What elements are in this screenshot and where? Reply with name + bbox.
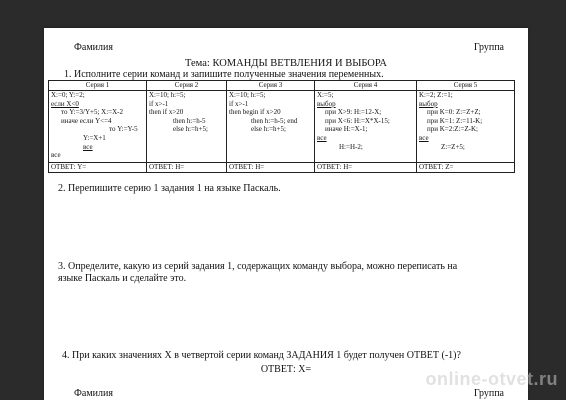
code-line: если X<0 xyxy=(51,99,79,108)
series-3-code xyxy=(227,91,315,163)
series-1-answer[interactable]: ОТВЕТ: Y= xyxy=(49,163,147,173)
code-line: else h:=h+5; xyxy=(173,125,208,134)
code-line: X:=10; h:=5; xyxy=(229,91,266,99)
task-4-answer[interactable]: ОТВЕТ: X= xyxy=(260,364,312,375)
code-line: Z:=Z+5; xyxy=(441,142,465,151)
code-line: if x>-1 xyxy=(229,99,249,108)
group-label: Группа xyxy=(473,42,504,53)
series-3-answer[interactable]: ОТВЕТ: H= xyxy=(227,163,315,173)
code-line: then h:=h-5 xyxy=(173,116,206,125)
code-line: иначе H:=X-1; xyxy=(325,125,368,134)
code-line: X:=10; h:=5; xyxy=(149,91,186,99)
code-line: K:=2; Z:=1; xyxy=(419,91,453,99)
code-line: Y:=X+1 xyxy=(83,133,106,142)
code-line: выбор xyxy=(317,99,336,108)
code-line: H:=H-2; xyxy=(339,142,363,151)
column-header: Серия 2 xyxy=(147,81,227,91)
task-3-text-line2: языке Паскаль и сделайте это. xyxy=(58,273,187,284)
code-line: if x>-1 xyxy=(149,99,169,108)
code-line: X:=0; Y:=2; xyxy=(51,91,85,99)
column-header: Серия 5 xyxy=(417,81,515,91)
series-4-answer[interactable]: ОТВЕТ: H= xyxy=(315,163,417,173)
group-label-next-page: Группа xyxy=(473,388,504,399)
column-header: Серия 1 xyxy=(49,81,147,91)
code-line: при K=2:Z:=Z-K; xyxy=(427,125,478,134)
surname-label-next-page: Фамилия xyxy=(74,388,113,399)
code-line: иначе если Y<=4 xyxy=(61,116,112,125)
column-header: Серия 4 xyxy=(315,81,417,91)
worksheet-page xyxy=(44,28,528,400)
code-line: выбор xyxy=(419,99,438,108)
series-5-code xyxy=(417,91,515,163)
series-table xyxy=(48,80,515,173)
surname-label: Фамилия xyxy=(74,42,113,53)
code-line: при X<6: H:=X*X-15; xyxy=(325,116,390,125)
code-line: при K=1: Z:=11-K; xyxy=(427,116,483,125)
worksheet-title: Тема: КОМАНДЫ ВЕТВЛЕНИЯ И ВЫБОРА xyxy=(185,58,387,69)
task-2-text: 2. Перепишите серию 1 задания 1 на языке Паскаль. xyxy=(58,183,281,194)
code-line: все xyxy=(419,133,429,142)
code-line: else h:=h+5; xyxy=(251,125,286,134)
series-2-answer[interactable]: ОТВЕТ: H= xyxy=(147,163,227,173)
code-line: то Y:=Y-5 xyxy=(109,125,138,134)
series-2-code xyxy=(147,91,227,163)
code-line: при K=0: Z:=Z+Z; xyxy=(427,108,481,117)
series-5-answer[interactable]: ОТВЕТ: Z= xyxy=(417,163,515,173)
site-watermark: online-otvet.ru xyxy=(425,369,558,389)
code-line: при X>9: H:=12-X; xyxy=(325,108,382,117)
column-header: Серия 3 xyxy=(227,81,315,91)
code-line: then begin if x>20 xyxy=(229,108,281,117)
task-3-text-line1: 3. Определите, какую из серий задания 1, содержащих команду выбора, можно переписать на xyxy=(58,261,458,272)
code-line: все xyxy=(51,151,61,160)
series-4-code xyxy=(315,91,417,163)
code-line: then if x>20 xyxy=(149,108,184,117)
code-line: то Y:=3/Y+5; X:=X-2 xyxy=(61,108,123,117)
task-1-text: 1. Исполните серии команд и запишите полученные значения переменных. xyxy=(64,69,384,80)
code-line: все xyxy=(317,133,327,142)
series-1-code xyxy=(49,91,147,163)
code-line: все xyxy=(83,142,93,151)
task-4-text: 4. При каких значениях X в четвертой серии команд ЗАДАНИЯ 1 будет получен ОТВЕТ (-1)? xyxy=(62,350,461,361)
code-line: X:=5; xyxy=(317,91,334,99)
code-line: then h:=h-5; end xyxy=(251,116,298,125)
